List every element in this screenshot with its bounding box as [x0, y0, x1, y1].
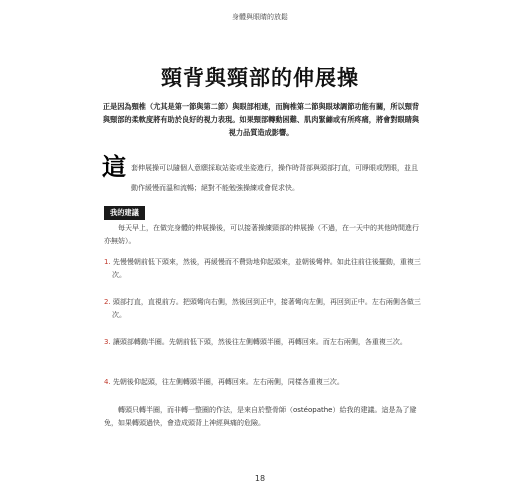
dropcap-body: 套伸展操可以隨個人意願採取站姿或坐姿進行，操作時背部與頭部打直，可睜眼或閉眼，並且動作緩慢而溫和流暢；絕對不能勉強操練或會促求快。 — [131, 164, 418, 192]
step-number: 1. — [104, 258, 111, 266]
drop-cap: 這 — [102, 153, 126, 181]
step-text: 先慢慢朝前低下頭來，然後，再緩慢而不費勁地仰起頭來，並朝後彎伸。如此往前往後擺動，重複三次。 — [112, 258, 421, 279]
step-number: 4. — [104, 378, 111, 386]
step-3 — [104, 336, 430, 349]
step-text: 頭部打直，直視前方。把頭彎向右側，然後回到正中，接著彎向左側，再回到正中。左右兩側各做三次。 — [112, 298, 421, 319]
closing-paragraph: 轉頭只轉半圈，而非轉一整圈的作法，是來自於整骨師（ostéopathe）給我的建議。這是為了避免，如果轉頭過快，會造成頭背上神經與痛的危險。 — [104, 406, 417, 427]
section-label: 我的建議 — [104, 206, 145, 220]
step-number: 2. — [104, 298, 111, 306]
intro-paragraph: 正是因為頸椎（尤其是第一節與第二節）與眼部相連，而胸椎第二節與眼球調節功能有關，所以頸背與頸部的柔軟度將有助於良好的視力表現。如果頸部轉動困難、肌肉緊繃或有所疼痛，將會對眼睛與視力品質造成影響。 — [102, 102, 420, 137]
running-header: 身體與眼睛的放鬆 — [232, 13, 288, 21]
step-1 — [104, 256, 430, 282]
advice-intro: 每天早上，在做完身體的伸展操後，可以接著操練頸部的伸展操（不過，在一天中的其他時間進行亦無妨）。 — [104, 224, 419, 245]
page-number: 18 — [254, 474, 266, 483]
step-number: 3. — [104, 338, 111, 346]
step-text: 先朝後仰起頭，往左側轉頭半圈，再轉回來。左右兩側，同樣各重複三次。 — [112, 378, 344, 386]
step-2 — [104, 296, 430, 322]
step-text: 讓頭部轉動半圈。先朝前低下頭，然後往左側轉頭半圈，再轉回來。而左右兩側，各重複三次。 — [112, 338, 407, 346]
page-title: 頸背與頸部的伸展操 — [161, 65, 359, 90]
step-4 — [104, 376, 430, 389]
dropcap-paragraph — [102, 155, 422, 195]
